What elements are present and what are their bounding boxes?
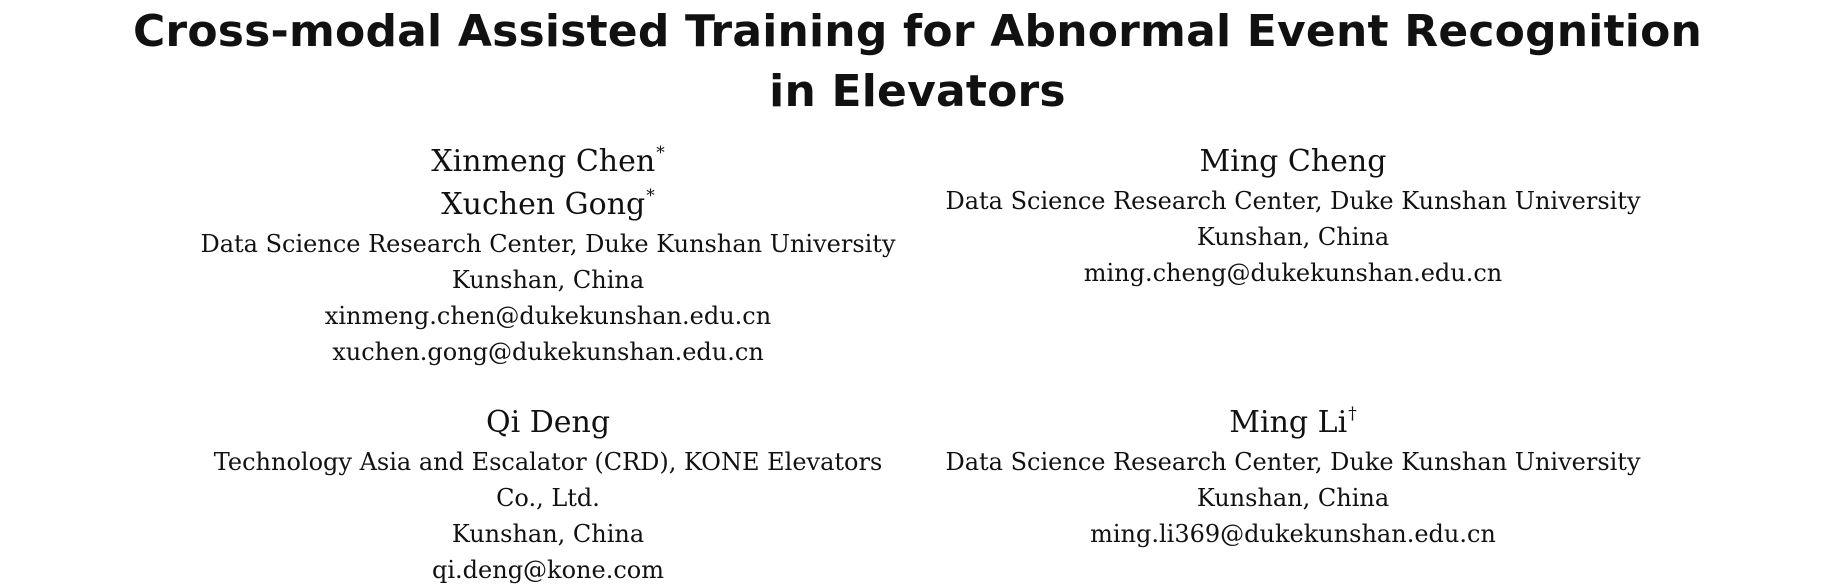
equal-contribution-mark: *: [656, 143, 665, 163]
author-name-xinmeng-chen: [168, 140, 928, 183]
author-name-xuchen-gong: [168, 183, 928, 226]
corresponding-author-mark: †: [1348, 404, 1357, 424]
author-name-text: Qi Deng: [485, 405, 611, 440]
author-affiliation: Data Science Research Center, Duke Kunshan University: [945, 187, 1641, 215]
author-affiliation: Data Science Research Center, Duke Kunshan University: [200, 230, 896, 258]
paper-title: [0, 2, 1835, 122]
title-line-1: Cross-modal Assisted Training for Abnormal Event Recognition: [132, 6, 1703, 57]
author-email: ming.li369@dukekunshan.edu.cn: [1090, 520, 1496, 548]
author-location: Kunshan, China: [451, 520, 645, 548]
author-email: xuchen.gong@dukekunshan.edu.cn: [332, 338, 764, 366]
author-block-chen-gong: [168, 140, 928, 370]
author-name-ming-cheng: [913, 140, 1673, 183]
author-name-text: Ming Li: [1229, 405, 1348, 440]
author-name-text: Xuchen Gong: [441, 187, 646, 222]
author-name-text: Xinmeng Chen: [431, 144, 656, 179]
author-name-text: Ming Cheng: [1199, 144, 1387, 179]
author-email: xinmeng.chen@dukekunshan.edu.cn: [324, 302, 772, 330]
author-name-ming-li: [913, 401, 1673, 444]
author-location: Kunshan, China: [1196, 223, 1390, 251]
author-affiliation-continued: Co., Ltd.: [496, 484, 600, 512]
author-location: Kunshan, China: [451, 266, 645, 294]
author-block-ming-cheng: [913, 140, 1673, 291]
title-line-2: in Elevators: [769, 66, 1066, 117]
author-affiliation: Data Science Research Center, Duke Kunshan University: [945, 448, 1641, 476]
equal-contribution-mark: *: [646, 186, 655, 206]
author-affiliation: Technology Asia and Escalator (CRD), KONE Elevators: [213, 448, 883, 476]
author-block-ming-li: [913, 401, 1673, 552]
author-name-qi-deng: [168, 401, 928, 444]
author-email: ming.cheng@dukekunshan.edu.cn: [1083, 259, 1503, 287]
author-email: qi.deng@kone.com: [432, 556, 664, 584]
author-location: Kunshan, China: [1196, 484, 1390, 512]
author-block-qi-deng: [168, 401, 928, 588]
